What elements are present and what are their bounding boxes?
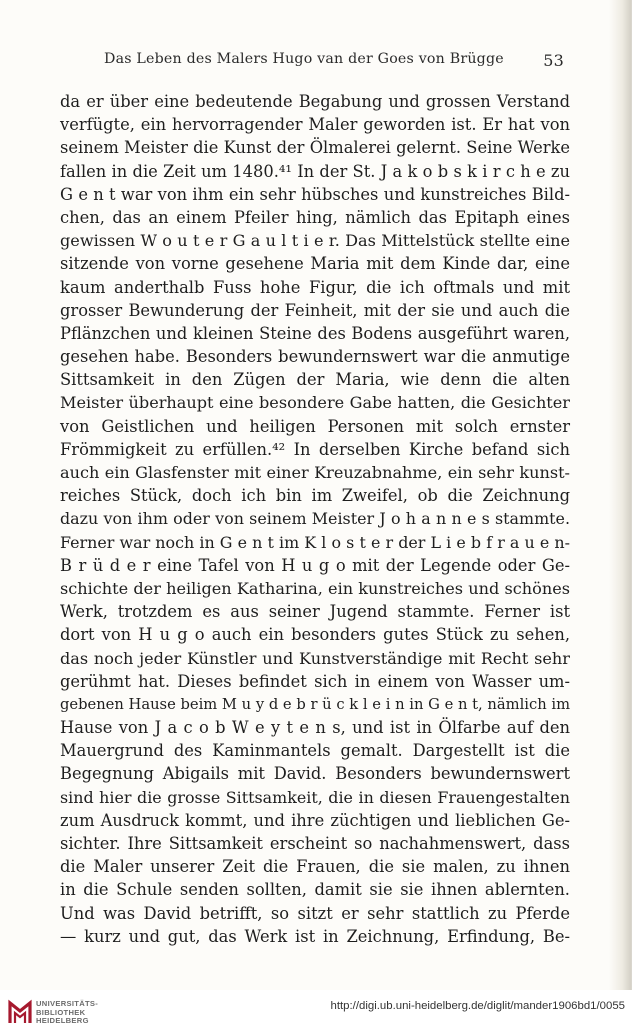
viewer-footer: [0, 990, 632, 1036]
text-line: B r ü d e r eine Tafel von H u g o mit der Legende oder Ge-: [60, 555, 570, 575]
text-line: da er über eine bedeutende Begabung und grossen Verstand: [60, 92, 570, 111]
text-line: gesehen habe. Besonders bewundernswert war die anmutige: [60, 347, 570, 367]
text-line: in die Schule senden sollten, damit sie sie ihnen ablernten.: [60, 880, 570, 900]
text-line: das noch jeder Künstler und Kunstverständige mit Recht sehr: [60, 648, 570, 668]
text-line: sitzende von vorne gesehene Maria mit dem Kinde dar, eine: [60, 254, 570, 274]
text-line: Hause von J a c o b W e y t e n s, und ist in Ölfarbe auf den: [60, 718, 570, 738]
text-line: gewissen W o u t e r G a u l t i e r. Das Mittelstück stellte eine: [60, 231, 570, 251]
logo-line: BIBLIOTHEK: [36, 1007, 86, 1017]
text-line: Begegnung Abigails mit David. Besonders bewundernswert: [60, 764, 570, 784]
text-line: die Maler unserer Zeit die Frauen, die sie malen, zu ihnen: [60, 857, 570, 877]
text-line: Mauergrund des Kaminmantels gemalt. Dargestellt ist die: [60, 741, 570, 761]
text-line: grosser Bewunderung der Feinheit, mit der sie und auch die: [60, 300, 570, 320]
text-line: Sittsamkeit in den Zügen der Maria, wie denn die alten: [60, 370, 570, 390]
text-line: verfügte, ein hervorragender Maler geworden ist. Er hat von: [60, 115, 570, 135]
text-line: zum Ausdruck kommt, und ihre züchtigen und lieblichen Ge-: [60, 810, 570, 830]
text-line: Pflänzchen und kleinen Steine des Bodens ausgeführt waren,: [60, 323, 570, 343]
text-line: gerühmt hat. Dieses befindet sich in einem von Wasser um-: [60, 671, 570, 691]
running-head: [104, 51, 564, 73]
text-line: — kurz und gut, das Werk ist in Zeichnung, Erfindung, Be-: [60, 926, 570, 946]
library-logo-text: [36, 1000, 98, 1026]
text-line: fallen in die Zeit um 1480.⁴¹ In der St. J a k o b s k i r c h e zu: [60, 161, 570, 181]
text-line: Werk, trotzdem es aus seiner Jugend stammte. Ferner ist: [60, 602, 570, 622]
text-line: schichte der heiligen Katharina, ein kunstreiches und schönes: [60, 578, 570, 598]
text-line: sichter. Ihre Sittsamkeit erscheint so nachahmenswert, dass: [60, 834, 570, 853]
text-line: kaum anderthalb Fuss hohe Figur, die ich oftmals und mit: [60, 277, 570, 297]
permalink-url[interactable]: http://digi.ub.uni-heidelberg.de/diglit/mander1906bd1/0055: [330, 1000, 625, 1012]
text-line: Frömmigkeit zu erfüllen.⁴² In derselben Kirche befand sich: [60, 439, 570, 459]
text-line: dort von H u g o auch ein besonders gutes Stück zu sehen,: [60, 625, 570, 645]
text-line: Und was David betrifft, so sitzt er sehr stattlich zu Pferde: [60, 903, 570, 923]
running-head-title: Das Leben des Malers Hugo van der Goes von Brügge: [104, 51, 504, 67]
text-line: dazu von ihm oder von seinem Meister J o h a n n e s stammte.: [60, 509, 570, 529]
library-logo-icon: [6, 997, 34, 1027]
logo-line: HEIDELBERG: [36, 1016, 89, 1026]
text-line: sind hier die grosse Sittsamkeit, die in diesen Frauengestalten: [60, 787, 570, 807]
text-line: Ferner war noch in G e n t im K l o s t e r der L i e b f r a u e n-: [60, 532, 570, 552]
text-line: Meister überhaupt eine besondere Gabe hatten, die Gesichter: [60, 393, 570, 413]
text-line: gebenen Hause beim M u y d e b r ü c k l e i n in G e n t, nämlich im: [60, 695, 570, 713]
text-line: G e n t war von ihm ein sehr hübsches und kunstreiches Bild-: [60, 184, 570, 204]
text-line: reiches Stück, doch ich bin im Zweifel, ob die Zeichnung: [60, 486, 570, 506]
text-line: von Geistlichen und heiligen Personen mit solch ernster: [60, 416, 570, 436]
logo-line: UNIVERSITÄTS-: [36, 999, 99, 1008]
text-line: chen, das an einem Pfeiler hing, nämlich das Epitaph eines: [60, 207, 570, 227]
page-spine-shadow: [609, 0, 631, 990]
library-logo[interactable]: [6, 995, 126, 1031]
text-line: seinem Meister die Kunst der Ölmalerei gelernt. Seine Werke: [60, 138, 570, 158]
body-text: [60, 90, 570, 948]
page-number: 53: [543, 51, 564, 70]
text-line: auch ein Glasfenster mit einer Kreuzabnahme, ein sehr kunst-: [60, 463, 570, 482]
